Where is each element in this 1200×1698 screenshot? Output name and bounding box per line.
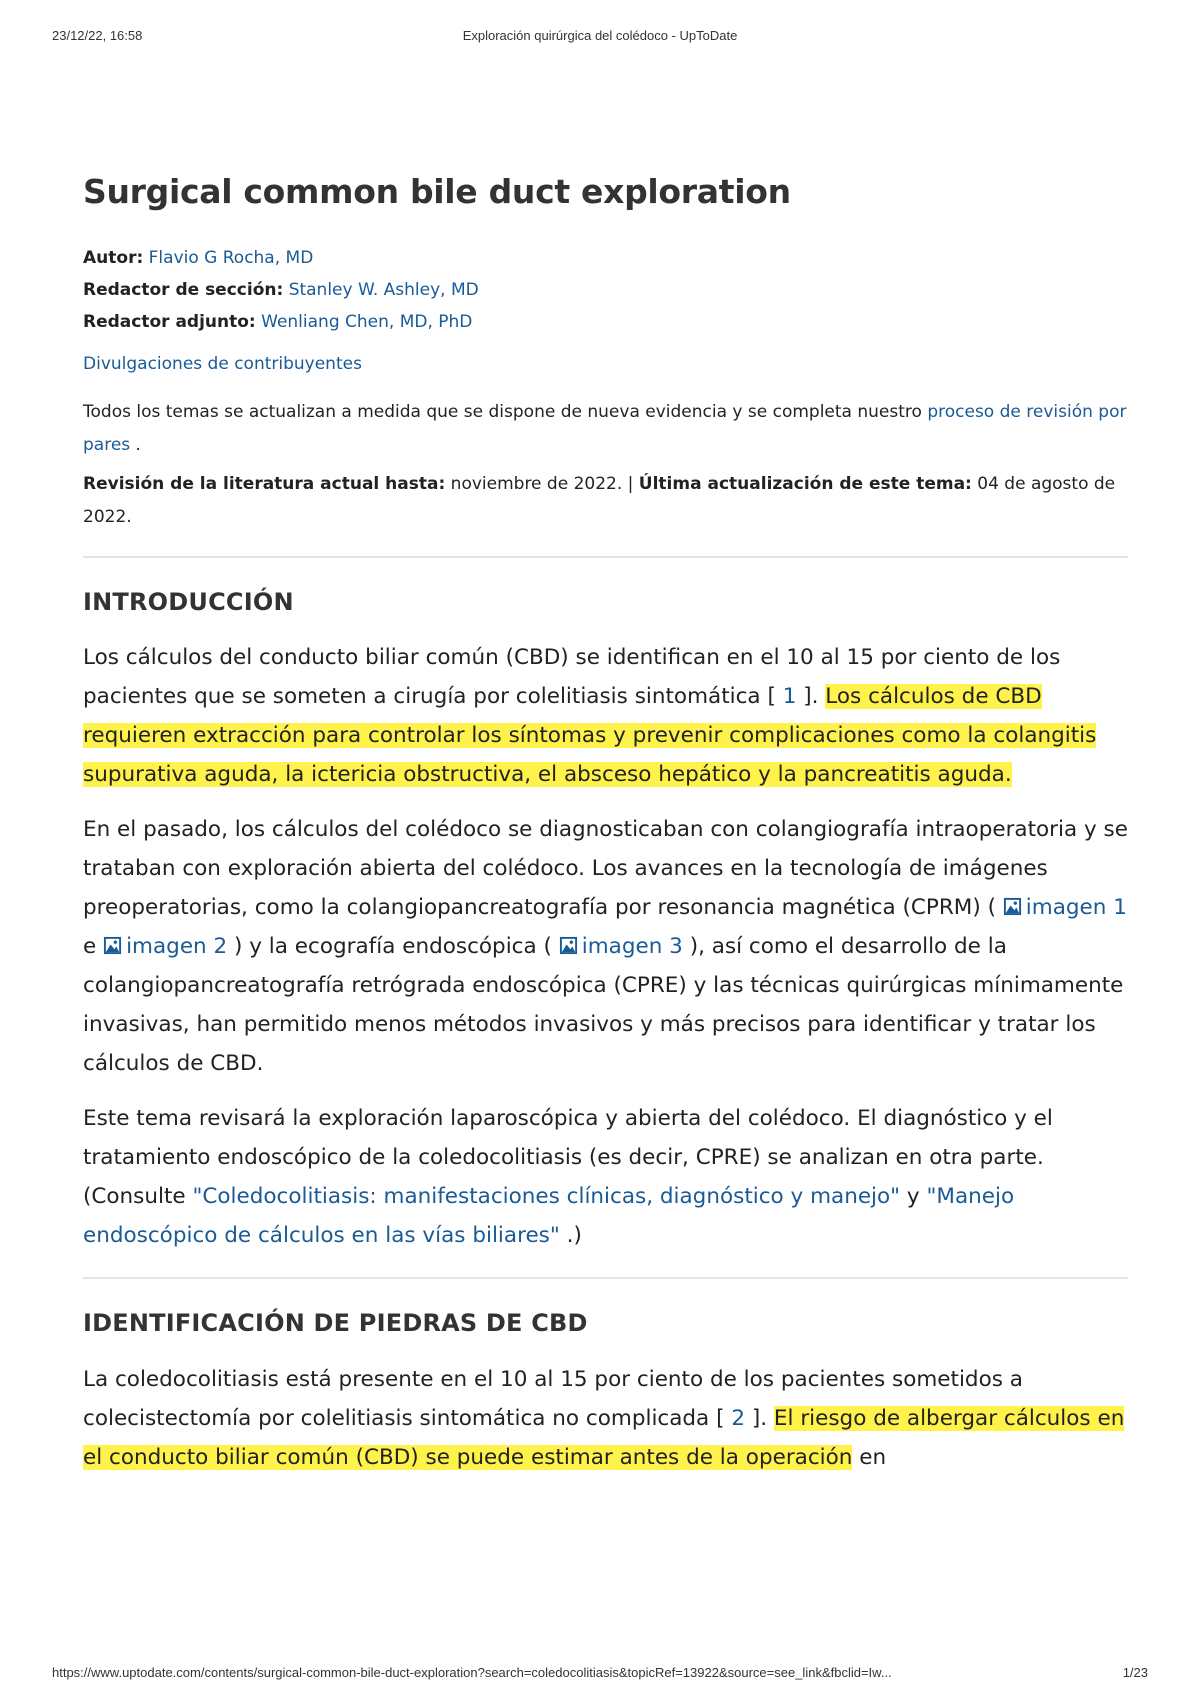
last-update-value: 04 de agosto de 2022. — [83, 473, 1116, 527]
deputy-editor-label: Redactor adjunto: — [83, 311, 256, 332]
endoscopic-management-topic-link[interactable]: "Manejo endoscópico de cálculos en las vías biliares" — [83, 1184, 1015, 1249]
intro-p1-text: Los cálculos del conducto biliar común (CBD) se identifican en el 10 al 15 por ciento de los pacientes que se someten a cirugía por colelitiasis sintomática — [83, 645, 1061, 710]
section-divider — [83, 1277, 1128, 1279]
identification-p1-highlight: El riesgo de albergar cálculos en el conducto biliar común (CBD) se puede estimar antes de la operación — [83, 1406, 1125, 1471]
review-dates — [83, 468, 1128, 534]
ref-bracket-close: ]. — [803, 684, 819, 710]
author-line — [83, 242, 1128, 274]
image-icon — [559, 936, 578, 955]
print-page-title: Exploración quirúrgica del colédoco - UpToDate — [462, 28, 738, 43]
update-note-end: . — [135, 434, 141, 455]
intro-p3-text: Este tema revisará la exploración laparoscópica y abierta del colédoco. El diagnóstico y el tratamiento endoscópico de la coledocolitiasis (es decir, CPRE) se analizan en otra parte. (Consulte — [83, 1106, 1053, 1210]
lit-review-value: noviembre de 2022. — [450, 473, 623, 494]
intro-p3-and: y — [906, 1184, 920, 1210]
print-url: https://www.uptodate.com/contents/surgical-common-bile-duct-exploration?search=coledocolitiasis&topicRef=13922&source=see_link&fbclid=Iw... — [52, 1665, 892, 1680]
article-title: Surgical common bile duct exploration — [83, 172, 791, 211]
last-update-label: Última actualización de este tema: — [638, 473, 972, 494]
ref-bracket-close: ]. — [751, 1406, 768, 1432]
image-1-label: imagen 1 — [1025, 895, 1127, 921]
choledocholithiasis-topic-link[interactable]: "Coledocolitiasis: manifestaciones clínicas, diagnóstico y manejo" — [192, 1184, 901, 1210]
identification-p1-end: en — [859, 1445, 887, 1471]
contributor-disclosures-link[interactable]: Divulgaciones de contribuyentes — [83, 353, 362, 374]
ref-bracket-open: [ — [716, 1406, 725, 1432]
article-content — [83, 172, 1128, 1493]
image-1-link[interactable] — [1003, 895, 1127, 920]
section-editor-link[interactable]: Stanley W. Ashley, MD — [288, 279, 479, 300]
print-footer — [52, 1665, 1148, 1685]
intro-paragraph-1 — [83, 638, 1128, 794]
section-editor-label: Redactor de sección: — [83, 279, 284, 300]
section-divider — [83, 556, 1128, 558]
intro-p2-and: e — [83, 934, 97, 960]
print-timestamp: 23/12/22, 16:58 — [52, 28, 143, 43]
deputy-editor-line — [83, 306, 1128, 338]
image-3-label: imagen 3 — [581, 934, 683, 960]
intro-paragraph-2 — [83, 810, 1128, 1083]
deputy-editor-link[interactable]: Wenliang Chen, MD, PhD — [261, 311, 473, 332]
contributors — [83, 242, 1128, 338]
identification-paragraph-1 — [83, 1360, 1128, 1477]
update-note-text: Todos los temas se actualizan a medida que se dispone de nueva evidencia y se completa nuestro — [83, 401, 922, 422]
intro-heading: INTRODUCCIÓN — [83, 587, 294, 616]
author-link[interactable]: Flavio G Rocha, MD — [148, 247, 314, 268]
image-3-link[interactable] — [559, 934, 683, 959]
review-separator: | — [627, 473, 634, 494]
reference-2-link[interactable]: 2 — [731, 1406, 745, 1432]
intro-paragraph-3 — [83, 1099, 1128, 1255]
intro-p3-end: .) — [566, 1223, 582, 1249]
image-2-label: imagen 2 — [126, 934, 228, 960]
intro-p2-text-b: ) y la ecografía endoscópica ( — [234, 934, 552, 960]
lit-review-label: Revisión de la literatura actual hasta: — [83, 473, 446, 494]
print-header — [52, 28, 1148, 48]
identification-heading: IDENTIFICACIÓN DE PIEDRAS DE CBD — [83, 1309, 588, 1338]
update-note — [83, 396, 1128, 462]
intro-p2-text-a: En el pasado, los cálculos del colédoco se diagnosticaban con colangiografía intraoperatoria y se trataban con exploración abierta del colédoco. Los avances en la tecnología de imágenes preoperatorias, como la colangiopancreatografía por resonancia magnética (CPRM) ( — [83, 817, 1128, 921]
image-2-link[interactable] — [103, 934, 227, 959]
author-label: Autor: — [83, 247, 144, 268]
image-icon — [103, 936, 122, 955]
peer-review-process-link[interactable]: proceso de revisión por pares — [83, 401, 1127, 455]
intro-p1-highlight: Los cálculos de CBD requieren extracción para controlar los síntomas y prevenir complicaciones como la colangitis supurativa aguda, la ictericia obstructiva, el absceso hepático y la pancreatitis aguda. — [83, 684, 1097, 788]
section-editor-line — [83, 274, 1128, 306]
image-icon — [1003, 897, 1022, 916]
reference-1-link[interactable]: 1 — [782, 684, 797, 710]
print-page-number: 1/23 — [1122, 1665, 1148, 1680]
ref-bracket-open: [ — [767, 684, 776, 710]
disclosures-line — [83, 350, 1128, 378]
identification-p1-text: La coledocolitiasis está presente en el 10 al 15 por ciento de los pacientes sometidos a colecistectomía por colelitiasis sintomática no complicada — [83, 1367, 1023, 1432]
intro-p2-text-c: ), así como el desarrollo de la colangiopancreatografía retrógrada endoscópica (CPRE) y las técnicas quirúrgicas mínimamente invasivas, han permitido menos métodos invasivos y más precisos para identificar y tratar los cálculos de CBD. — [83, 934, 1124, 1077]
